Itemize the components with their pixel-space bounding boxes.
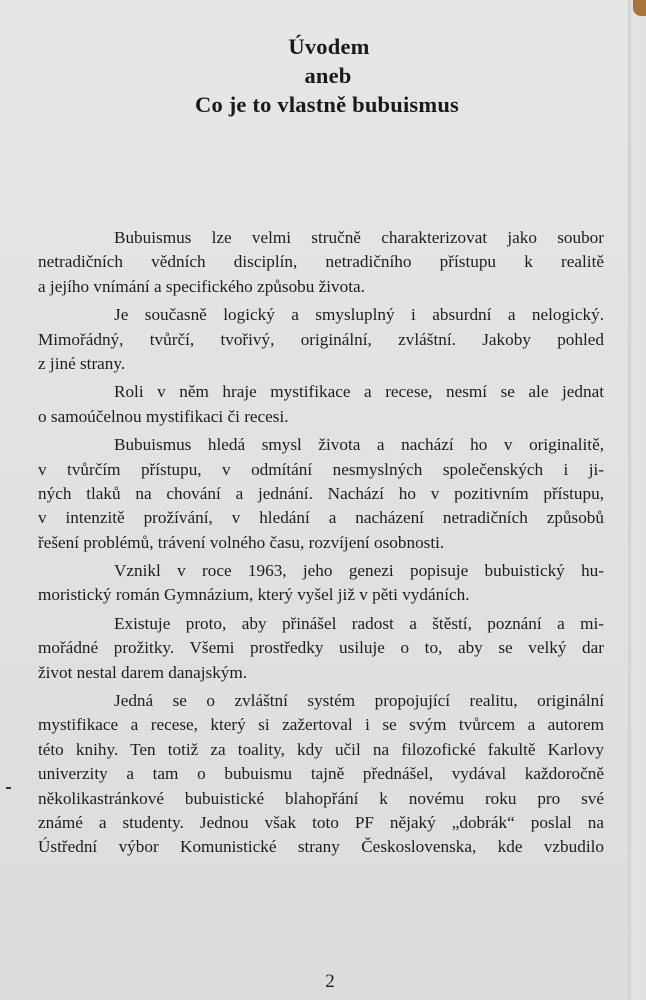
text-line: mořádné prožitky. Všemi prostředky usiluje o to, aby se velký dar [38, 638, 604, 658]
chapter-title-line-2: aneb [304, 63, 352, 88]
text-line: řešení problémů, trávení volného času, rozvíjení osobnosti. [38, 532, 445, 552]
page-number: 2 [325, 971, 335, 992]
text-line: život nestal darem danajským. [38, 662, 248, 682]
text-line: moristický román Gymnázium, který vyšel již v pěti vydáních. [38, 585, 470, 605]
text-line: univerzity a tam o bubuismu tajně přednášel, vydával každoročně [38, 764, 604, 784]
paragraph-6 [38, 612, 604, 685]
chapter-title [0, 32, 646, 119]
text-line: Bubuismus lze velmi stručně charakterizovat jako soubor [114, 228, 604, 247]
page-edge [628, 0, 646, 1000]
text-line: známé a studenty. Jednou však toto PF nějaký „dobrák“ poslal na [38, 812, 604, 832]
text-line: Ústřední výbor Komunistické strany Československa, kde vzbudilo [38, 837, 604, 857]
chapter-title-line-3: Co je to vlastně bubuismus [195, 92, 459, 117]
paragraph-5 [38, 559, 604, 608]
paragraph-2 [38, 303, 604, 376]
text-line: v tvůrčím přístupu, v odmítání nesmyslných společenských i ji- [38, 459, 604, 479]
chapter-title-line-1: Úvodem [288, 34, 370, 59]
text-line: Je současně logický a smysluplný i absurdní a nelogický. [114, 305, 604, 325]
text-line: této knihy. Ten totiž za toality, kdy učil na filozofické fakultě Karlovy [38, 739, 604, 759]
paragraph-4 [38, 433, 604, 555]
background-corner [633, 0, 646, 16]
paragraph-3 [38, 380, 604, 429]
text-line: Roli v něm hraje mystifikace a recese, nesmí se ale jednat [114, 382, 604, 402]
paragraph-7 [38, 689, 604, 860]
text-line: a jejího vnímání a specifického způsobu života. [38, 276, 365, 296]
text-line: netradičních vědních disciplín, netradičního přístupu k realitě [38, 252, 604, 272]
text-line: Vznikl v roce 1963, jeho genezi popisuje bubuistický hu- [114, 561, 604, 581]
text-line: v intenzitě prožívání, v hledání a nacházení netradičních způsobů [38, 508, 604, 528]
text-line: několikastránkové bubuistické blahopřání k novému roku pro své [38, 788, 604, 808]
text-line: ných tlaků na chování a jednání. Nachází ho v pozitivním přístupu, [38, 483, 604, 503]
text-line: o samoúčelnou mystifikaci či recesi. [38, 406, 289, 426]
paragraph-1 [38, 226, 604, 299]
text-line: Existuje proto, aby přinášel radost a štěstí, poznání a mi- [114, 613, 604, 633]
text-line: Bubuismus hledá smysl života a nachází ho v originalitě, [114, 435, 604, 455]
text-line: Jedná se o zvláštní systém propojující realitu, originální [114, 691, 604, 711]
text-line: Mimořádný, tvůrčí, tvořivý, originální, zvláštní. Jakoby pohled [38, 329, 604, 349]
body-text [38, 226, 604, 864]
margin-mark [6, 787, 11, 789]
text-line: z jiné strany. [38, 353, 126, 373]
text-line: mystifikace a recese, který si zažertoval i se svým tvůrcem a autorem [38, 715, 604, 735]
